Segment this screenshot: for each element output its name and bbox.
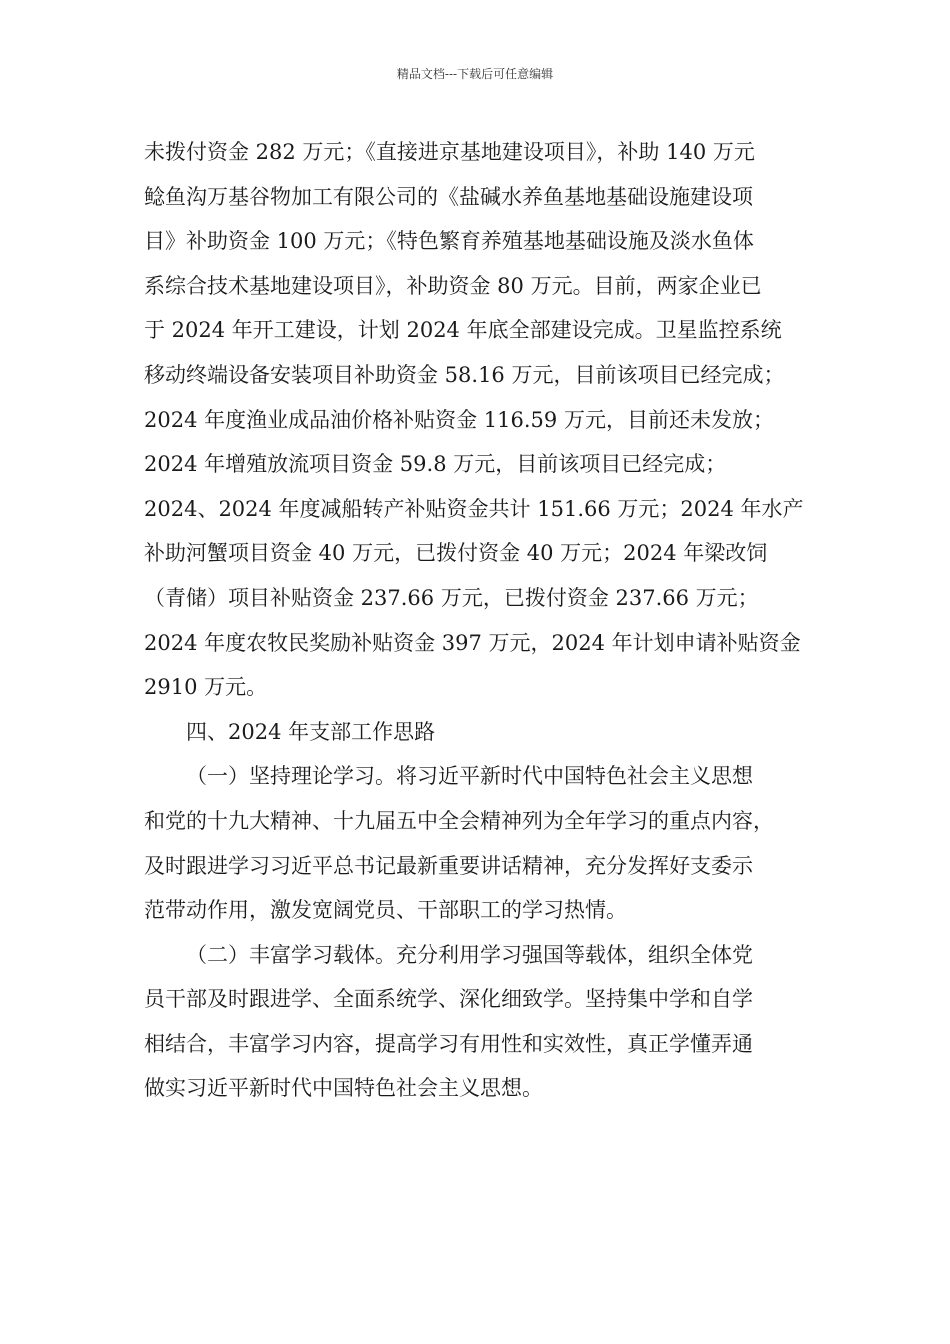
text-line: 鲶鱼沟万基谷物加工有限公司的《盐碱水养鱼基地基础设施建设项 [144,184,753,209]
text-line: 未拨付资金 282 万元；《直接进京基地建设项目》，补助 140 万元 [144,140,755,164]
text-line: 相结合，丰富学习内容，提高学习有用性和实效性，真正学懂弄通 [144,1031,753,1056]
text-line: 2024 年增殖放流项目资金 59.8 万元，目前该项目已经完成； [144,452,727,477]
page-header: 精品文档---下载后可任意编辑 [396,67,554,81]
text-line: 2024 年度农牧民奖励补贴资金 397 万元，2024 年计划申请补贴资金 [144,630,801,655]
text-line: 四、2024 年支部工作思路 [186,719,436,744]
text-line: （青储）项目补贴资金 237.66 万元，已拨付资金 237.66 万元； [144,585,759,610]
text-line: 系综合技术基地建设项目》，补助资金 80 万元。目前，两家企业已 [144,273,762,298]
text-line: 2024、2024 年度减船转产补贴资金共计 151.66 万元；2024 年水产 [144,496,804,521]
text-line: 员干部及时跟进学、全面系统学、深化细致学。坚持集中学和自学 [144,987,753,1012]
text-line: （一）坚持理论学习。将习近平新时代中国特色社会主义思想 [186,764,753,789]
text-line: 2910 万元。 [144,675,268,700]
text-line: 及时跟进学习习近平总书记最新重要讲话精神，充分发挥好支委示 [144,853,753,878]
text-line: 目》补助资金 100 万元；《特色繁育养殖基地基础设施及淡水鱼体 [144,229,754,254]
text-line: 移动终端设备安装项目补助资金 58.16 万元，目前该项目已经完成； [144,362,785,387]
text-line: 范带动作用，激发宽阔党员、干部职工的学习热情。 [144,898,627,923]
text-line: （二）丰富学习载体。充分利用学习强国等载体，组织全体党 [186,942,753,967]
text-line: 于 2024 年开工建设，计划 2024 年底全部建设完成。卫星监控系统 [144,318,782,343]
text-line: 和党的十九大精神、十九届五中全会精神列为全年学习的重点内容， [144,808,774,833]
text-line: 做实习近平新时代中国特色社会主义思想。 [144,1076,543,1101]
document-body [144,130,812,1111]
text-line: 2024 年度渔业成品油价格补贴资金 116.59 万元，目前还未发放； [144,407,774,432]
text-line: 补助河蟹项目资金 40 万元，已拨付资金 40 万元；2024 年梁改饲 [144,541,768,566]
